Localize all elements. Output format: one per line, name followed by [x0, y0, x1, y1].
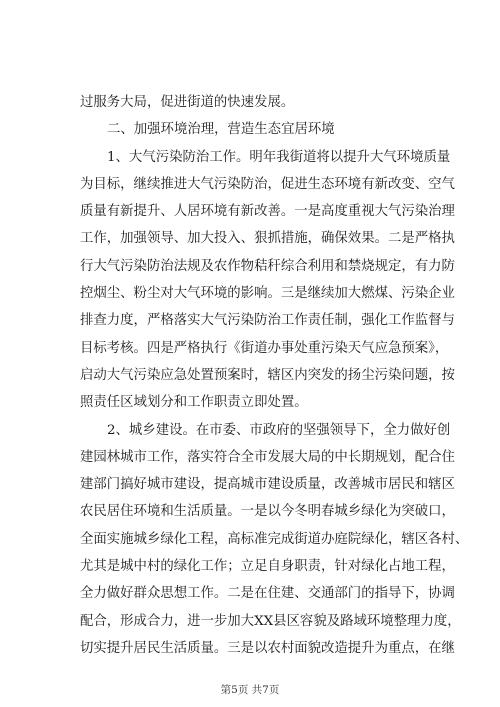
text-line: 启动大气污染应急处置预案时，辖区内突发的扬尘污染问题，按 — [80, 367, 455, 383]
text-line: 质量有新提升、人居环境有新改善。一是高度重视大气污染治理 — [80, 204, 455, 220]
text-line: 配合，形成合力，进一步加大XX县区容貌及路域环境整理力度， — [80, 613, 461, 629]
text-line: 全面实施城乡绿化工程，高标准完成街道办庭院绿化，辖区各村、 — [80, 531, 469, 547]
text-line: 建部门搞好城市建设，提高城市建设质量，改善城市居民和辖区 — [80, 477, 455, 493]
text-line: 全力做好群众思想工作。二是在住建、交通部门的指导下，协调 — [80, 586, 455, 602]
text-line: 目标考核。四是严格执行《街道办事处重污染天气应急预案》， — [80, 340, 449, 356]
text-line: 建园林城市工作，落实符合全市发展大局的中长期规划，配合住 — [80, 449, 455, 465]
text-line: 工作，加强领导、加大投入、狠抓措施，确保效果。二是严格执 — [80, 231, 455, 247]
text-line: 为目标，继续推进大气污染防治，促进生态环境有新改变、空气 — [80, 176, 455, 192]
text-line: 农民居住环境和生活质量。一是以今冬明春城乡绿化为突破口， — [80, 504, 455, 520]
text-line: 控烟尘、粉尘对大气环境的影响。三是继续加大燃煤、污染企业 — [80, 286, 455, 302]
text-line: 2、城乡建设。在市委、市政府的坚强领导下，全力做好创 — [107, 422, 451, 438]
text-line: 过服务大局，促进街道的快速发展。 — [80, 95, 295, 110]
text-line: 排查力度，严格落实大气污染防治工作责任制，强化工作监督与 — [80, 313, 455, 329]
text-line: 行大气污染防治法规及农作物秸秆综合利用和禁烧规定，有力防 — [80, 258, 455, 274]
paragraph-urban-rural — [80, 417, 469, 663]
section-heading-text: 二、加强环境治理，营造生态宜居环境 — [107, 122, 335, 138]
text-line: 照责任区域划分和工作职责立即处置。 — [80, 395, 308, 411]
paragraph-air-pollution — [80, 144, 455, 417]
document-body — [80, 89, 469, 662]
section-heading — [80, 116, 420, 143]
page-number-footer: 第5页 共7页 — [220, 684, 280, 696]
text-line: 尤其是城中村的绿化工作；立足自身职责，针对绿化占地工程， — [80, 559, 455, 575]
paragraph-continuation — [80, 89, 420, 116]
text-line: 1、大气污染防治工作。明年我街道将以提升大气环境质量 — [107, 149, 451, 165]
text-line: 切实提升居民生活质量。三是以农村面貌改造提升为重点，在继 — [80, 640, 455, 656]
